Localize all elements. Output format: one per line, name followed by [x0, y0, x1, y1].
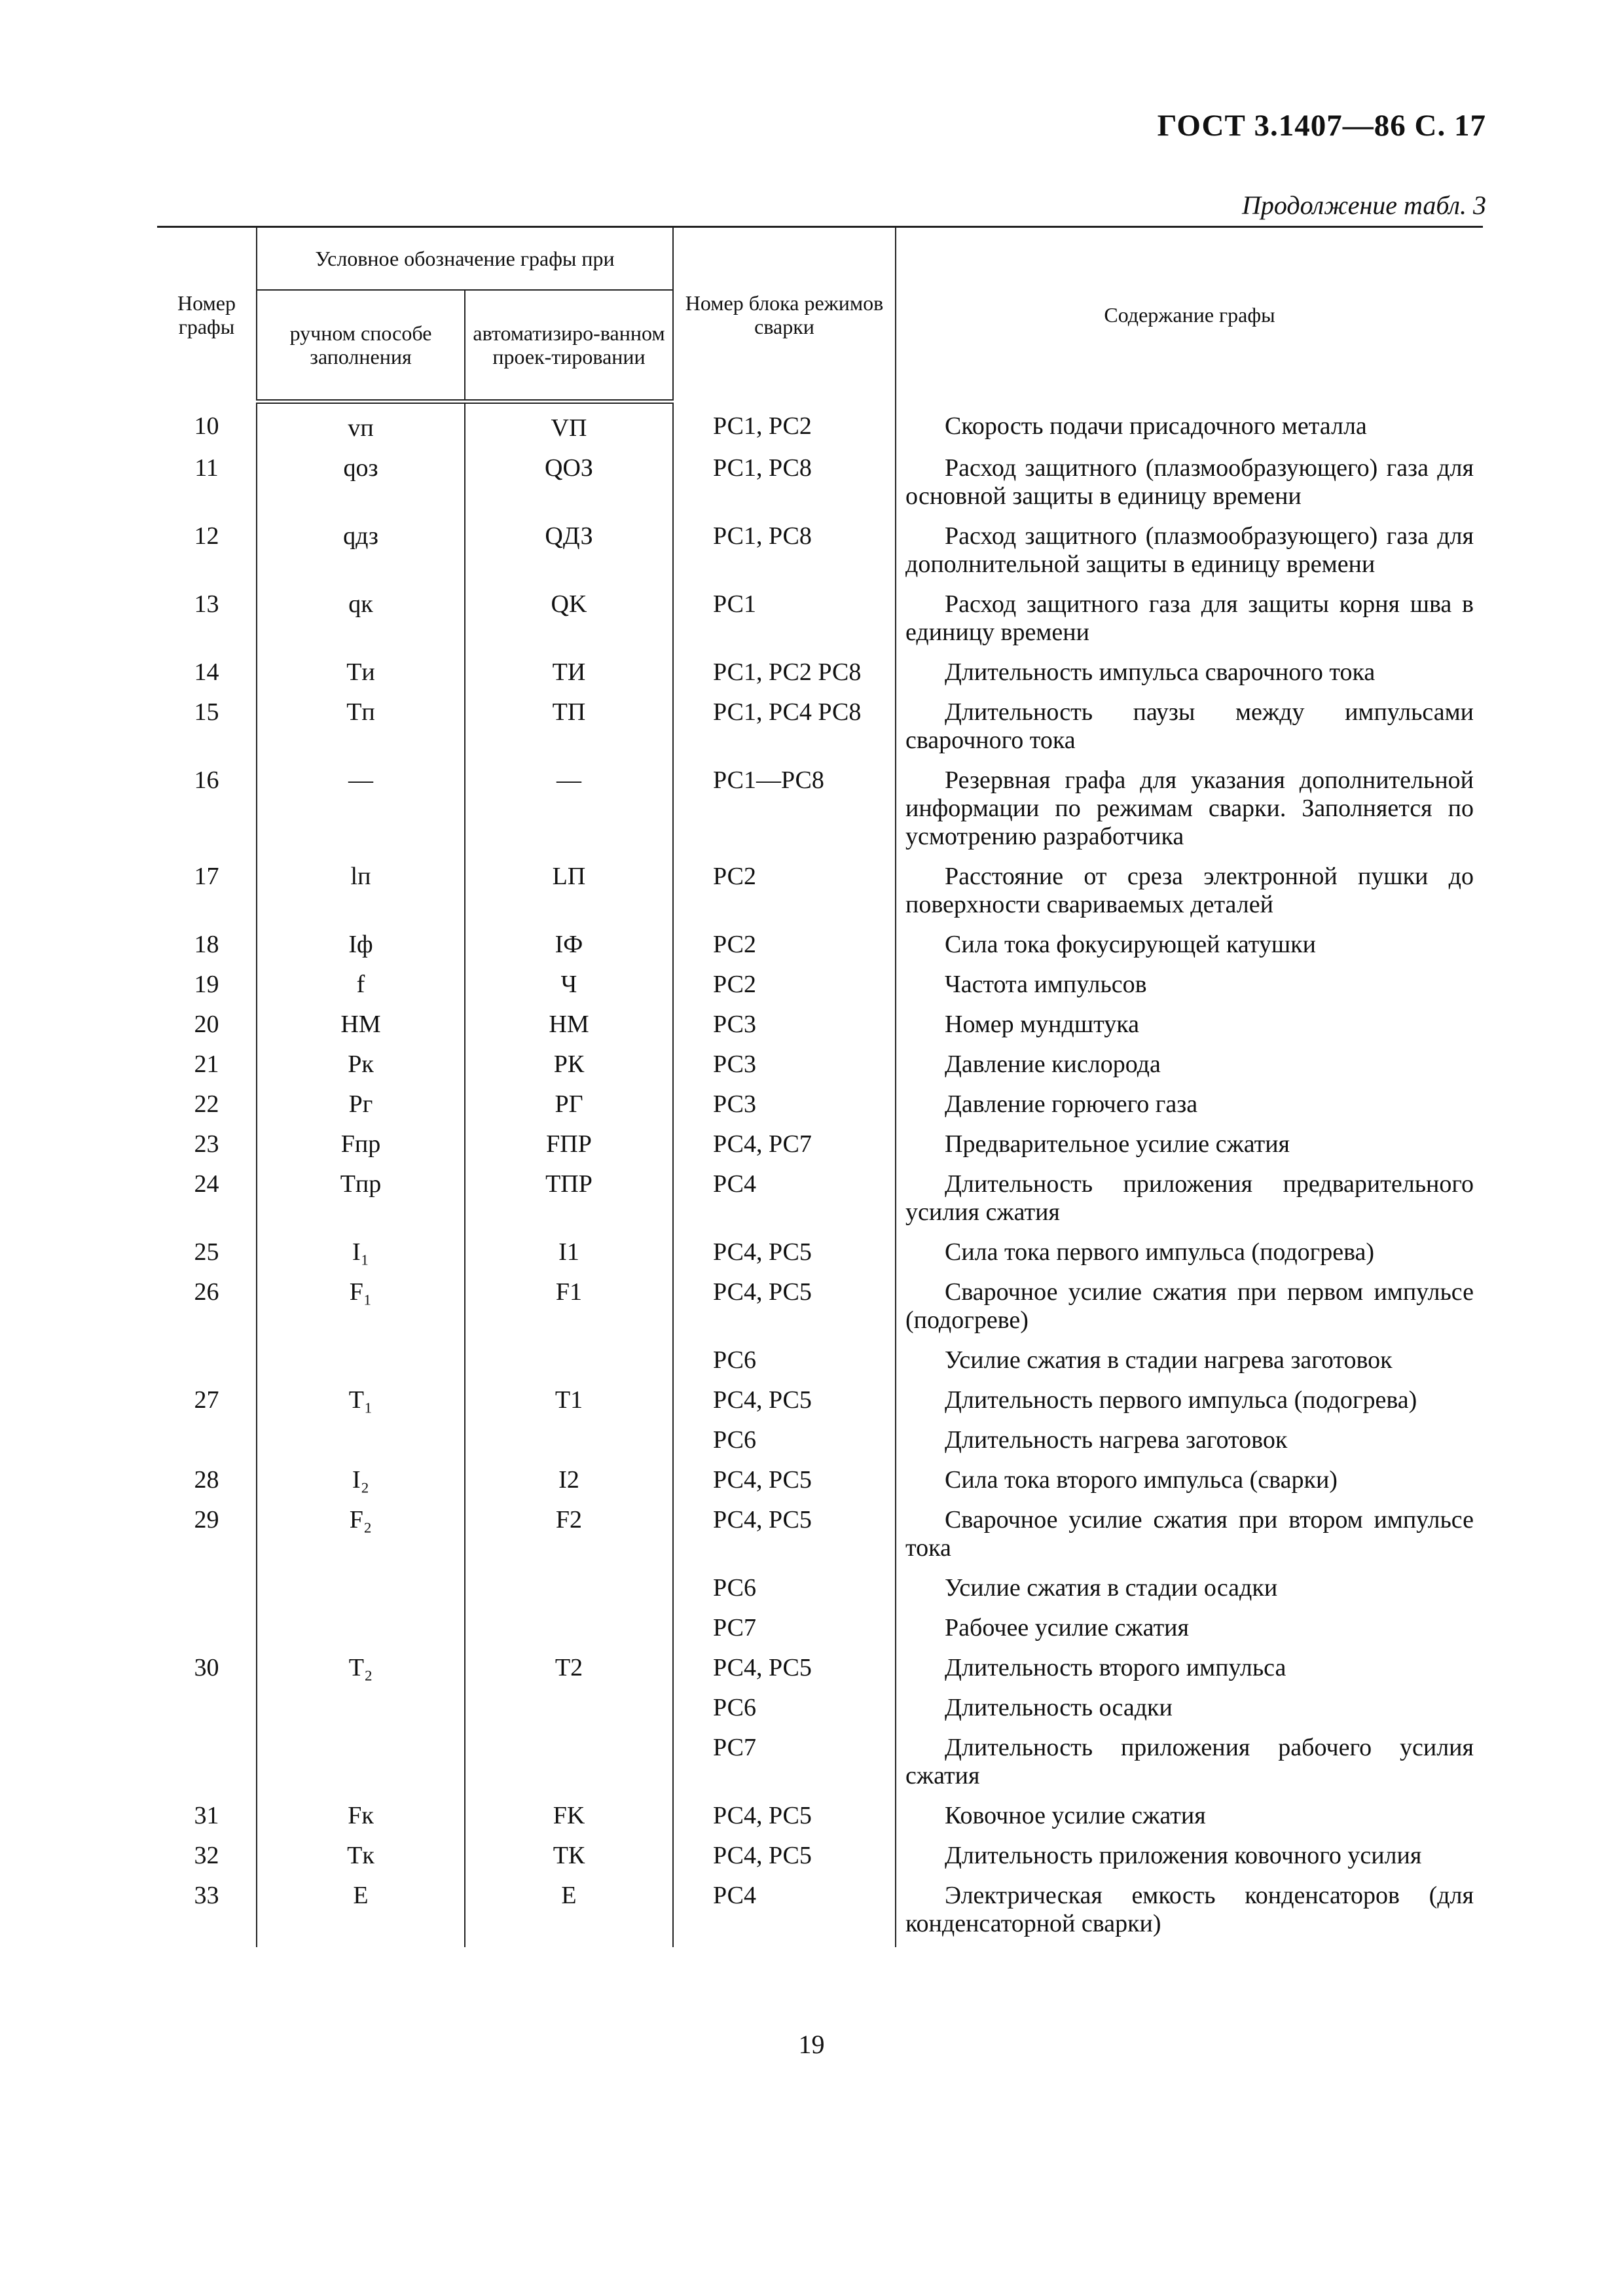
column-content: Сила тока фокусирующей катушки [896, 927, 1483, 967]
auto-designation: QДЗ [465, 518, 673, 586]
manual-designation: lп [257, 859, 465, 927]
column-content: Расстояние от среза электронной пушки до поверхности свариваемых деталей [896, 859, 1483, 927]
row-number: 21 [157, 1047, 257, 1086]
column-group-header-designation: Условное обозначение графы при [257, 227, 673, 291]
column-content: Ковочное усилие сжатия [896, 1798, 1483, 1838]
column-content: Сила тока второго импульса (сварки) [896, 1462, 1483, 1502]
block-number: РС4, РС5 [673, 1234, 896, 1274]
auto-designation: FПР [465, 1126, 673, 1166]
table-header [157, 227, 1483, 402]
column-content: Частота импульсов [896, 967, 1483, 1007]
row-number: 20 [157, 1007, 257, 1047]
row-number: 13 [157, 586, 257, 655]
manual-designation: F₂ [257, 1502, 465, 1570]
column-header-content: Содержание графы [896, 227, 1483, 402]
table-row [157, 1798, 1483, 1838]
block-number: РС6 [673, 1690, 896, 1730]
manual-designation: T₂ [257, 1650, 465, 1690]
block-number: РС2 [673, 859, 896, 927]
row-number [157, 1730, 257, 1798]
column-content: Длительность второго импульса [896, 1650, 1483, 1690]
manual-designation: Iф [257, 927, 465, 967]
auto-designation: ТК [465, 1838, 673, 1878]
column-content: Усилие сжатия в стадии осадки [896, 1570, 1483, 1610]
auto-designation: QОЗ [465, 450, 673, 518]
auto-designation: ТП [465, 694, 673, 762]
block-number: РС1, РС4 РС8 [673, 694, 896, 762]
column-content: Резервная графа для указания дополнительной информации по режимам сварки. Заполняется по усмотрению разработчика [896, 762, 1483, 859]
column-header-number: Номер графы [157, 227, 257, 402]
table-row [157, 1878, 1483, 1947]
row-number: 25 [157, 1234, 257, 1274]
auto-designation: — [465, 762, 673, 859]
block-number: РС1, РС8 [673, 450, 896, 518]
manual-designation: E [257, 1878, 465, 1947]
row-number [157, 1610, 257, 1650]
manual-designation: vп [257, 402, 465, 451]
row-number: 31 [157, 1798, 257, 1838]
auto-designation [465, 1422, 673, 1462]
block-number: РС4, РС5 [673, 1462, 896, 1502]
table-row [157, 1730, 1483, 1798]
table-row [157, 927, 1483, 967]
column-content: Длительность приложения рабочего усилия сжатия [896, 1730, 1483, 1798]
auto-designation: LП [465, 859, 673, 927]
auto-designation [465, 1342, 673, 1382]
auto-designation: FK [465, 1798, 673, 1838]
table-row [157, 1382, 1483, 1422]
auto-designation: РГ [465, 1086, 673, 1126]
manual-designation [257, 1422, 465, 1462]
block-number: РС1, РС2 [673, 402, 896, 451]
manual-designation: Fк [257, 1798, 465, 1838]
manual-designation: Tк [257, 1838, 465, 1878]
table-row [157, 1570, 1483, 1610]
row-number: 27 [157, 1382, 257, 1422]
block-number: РС7 [673, 1610, 896, 1650]
auto-designation: QK [465, 586, 673, 655]
column-header-block: Номер блока режимов сварки [673, 227, 896, 402]
auto-designation [465, 1570, 673, 1610]
row-number: 22 [157, 1086, 257, 1126]
block-number: РС6 [673, 1570, 896, 1610]
table-row [157, 967, 1483, 1007]
table-row [157, 1610, 1483, 1650]
table-row [157, 1007, 1483, 1047]
manual-designation: — [257, 762, 465, 859]
row-number: 11 [157, 450, 257, 518]
column-content: Длительность первого импульса (подогрева) [896, 1382, 1483, 1422]
manual-designation: qоз [257, 450, 465, 518]
column-header-auto: автоматизиро-ванном проек-тировании [465, 290, 673, 402]
column-content: Длительность осадки [896, 1690, 1483, 1730]
table-row [157, 655, 1483, 694]
block-number: РС4, РС7 [673, 1126, 896, 1166]
manual-designation: Pк [257, 1047, 465, 1086]
table-row [157, 762, 1483, 859]
block-number: РС4, РС5 [673, 1650, 896, 1690]
row-number: 32 [157, 1838, 257, 1878]
manual-designation: qдз [257, 518, 465, 586]
manual-designation: f [257, 967, 465, 1007]
manual-designation: Tпр [257, 1166, 465, 1234]
column-content: Предварительное усилие сжатия [896, 1126, 1483, 1166]
row-number: 16 [157, 762, 257, 859]
column-content: Расход защитного газа для защиты корня шва в единицу времени [896, 586, 1483, 655]
manual-designation [257, 1570, 465, 1610]
table-row [157, 694, 1483, 762]
block-number: РС1, РС8 [673, 518, 896, 586]
row-number [157, 1690, 257, 1730]
manual-designation: НМ [257, 1007, 465, 1047]
block-number: РС4, РС5 [673, 1274, 896, 1342]
column-content: Длительность приложения ковочного усилия [896, 1838, 1483, 1878]
auto-designation: F1 [465, 1274, 673, 1342]
block-number: РС6 [673, 1422, 896, 1462]
column-header-manual: ручном способе заполнения [257, 290, 465, 402]
table-row [157, 1422, 1483, 1462]
column-content: Рабочее усилие сжатия [896, 1610, 1483, 1650]
column-content: Длительность паузы между импульсами сварочного тока [896, 694, 1483, 762]
column-content: Длительность импульса сварочного тока [896, 655, 1483, 694]
auto-designation: I1 [465, 1234, 673, 1274]
table-row [157, 1086, 1483, 1126]
manual-designation: qк [257, 586, 465, 655]
block-number: РС4, РС5 [673, 1838, 896, 1878]
manual-designation: I₁ [257, 1234, 465, 1274]
table-body [157, 402, 1483, 1948]
block-number: РС3 [673, 1047, 896, 1086]
column-content: Давление кислорода [896, 1047, 1483, 1086]
manual-designation: F₁ [257, 1274, 465, 1342]
auto-designation: ТПР [465, 1166, 673, 1234]
welding-modes-table [157, 226, 1483, 1947]
block-number: РС3 [673, 1007, 896, 1047]
block-number: РС3 [673, 1086, 896, 1126]
column-content: Электрическая емкость конденсаторов (для конденсаторной сварки) [896, 1878, 1483, 1947]
table-container [157, 226, 1483, 1947]
column-content: Номер мундштука [896, 1007, 1483, 1047]
block-number: РС4 [673, 1878, 896, 1947]
row-number: 19 [157, 967, 257, 1007]
table-row [157, 859, 1483, 927]
auto-designation [465, 1610, 673, 1650]
auto-designation: НМ [465, 1007, 673, 1047]
row-number: 24 [157, 1166, 257, 1234]
table-row [157, 1047, 1483, 1086]
manual-designation: Pг [257, 1086, 465, 1126]
row-number: 18 [157, 927, 257, 967]
row-number: 33 [157, 1878, 257, 1947]
block-number: РС1—РС8 [673, 762, 896, 859]
table-row [157, 518, 1483, 586]
auto-designation [465, 1730, 673, 1798]
auto-designation: IФ [465, 927, 673, 967]
block-number: РС2 [673, 967, 896, 1007]
page-number: 19 [798, 2030, 825, 2059]
row-number [157, 1342, 257, 1382]
auto-designation: РК [465, 1047, 673, 1086]
block-number: РС2 [673, 927, 896, 967]
block-number: РС4, РС5 [673, 1502, 896, 1570]
table-row [157, 1462, 1483, 1502]
column-content: Давление горючего газа [896, 1086, 1483, 1126]
manual-designation: Fпр [257, 1126, 465, 1166]
row-number: 12 [157, 518, 257, 586]
block-number: РС6 [673, 1342, 896, 1382]
auto-designation: T1 [465, 1382, 673, 1422]
column-content: Расход защитного (плазмообразующего) газа для дополнительной защиты в единицу времени [896, 518, 1483, 586]
row-number: 28 [157, 1462, 257, 1502]
row-number: 26 [157, 1274, 257, 1342]
block-number: РС7 [673, 1730, 896, 1798]
auto-designation: T2 [465, 1650, 673, 1690]
table-row [157, 586, 1483, 655]
table-row [157, 450, 1483, 518]
document-header: ГОСТ 3.1407—86 С. 17 [1157, 109, 1486, 143]
table-row [157, 1126, 1483, 1166]
table-row [157, 1342, 1483, 1382]
column-content: Сила тока первого импульса (подогрева) [896, 1234, 1483, 1274]
auto-designation: Ч [465, 967, 673, 1007]
manual-designation [257, 1610, 465, 1650]
manual-designation: Tи [257, 655, 465, 694]
block-number: РС1 [673, 586, 896, 655]
column-content: Длительность нагрева заготовок [896, 1422, 1483, 1462]
column-content: Расход защитного (плазмообразующего) газа для основной защиты в единицу времени [896, 450, 1483, 518]
row-number: 30 [157, 1650, 257, 1690]
auto-designation: E [465, 1878, 673, 1947]
block-number: РС4 [673, 1166, 896, 1234]
table-row [157, 1502, 1483, 1570]
table-row [157, 402, 1483, 451]
table-row [157, 1650, 1483, 1690]
row-number: 23 [157, 1126, 257, 1166]
manual-designation: I₂ [257, 1462, 465, 1502]
column-content: Сварочное усилие сжатия при первом импульсе (подогреве) [896, 1274, 1483, 1342]
table-row [157, 1690, 1483, 1730]
column-content: Усилие сжатия в стадии нагрева заготовок [896, 1342, 1483, 1382]
table-row [157, 1166, 1483, 1234]
auto-designation: I2 [465, 1462, 673, 1502]
row-number [157, 1422, 257, 1462]
table-row [157, 1838, 1483, 1878]
row-number: 29 [157, 1502, 257, 1570]
table-row [157, 1274, 1483, 1342]
column-content: Сварочное усилие сжатия при втором импульсе тока [896, 1502, 1483, 1570]
block-number: РС4, РС5 [673, 1382, 896, 1422]
table-row [157, 1234, 1483, 1274]
column-content: Скорость подачи присадочного металла [896, 402, 1483, 451]
row-number: 14 [157, 655, 257, 694]
auto-designation: ТИ [465, 655, 673, 694]
manual-designation [257, 1730, 465, 1798]
auto-designation: F2 [465, 1502, 673, 1570]
row-number: 15 [157, 694, 257, 762]
block-number: РС1, РС2 РС8 [673, 655, 896, 694]
manual-designation [257, 1342, 465, 1382]
column-content: Длительность приложения предварительного усилия сжатия [896, 1166, 1483, 1234]
table-continuation-label: Продолжение табл. 3 [1241, 190, 1486, 220]
auto-designation: VП [465, 402, 673, 451]
manual-designation [257, 1690, 465, 1730]
row-number: 10 [157, 402, 257, 451]
block-number: РС4, РС5 [673, 1798, 896, 1838]
row-number [157, 1570, 257, 1610]
manual-designation: Tп [257, 694, 465, 762]
manual-designation: T₁ [257, 1382, 465, 1422]
row-number: 17 [157, 859, 257, 927]
auto-designation [465, 1690, 673, 1730]
